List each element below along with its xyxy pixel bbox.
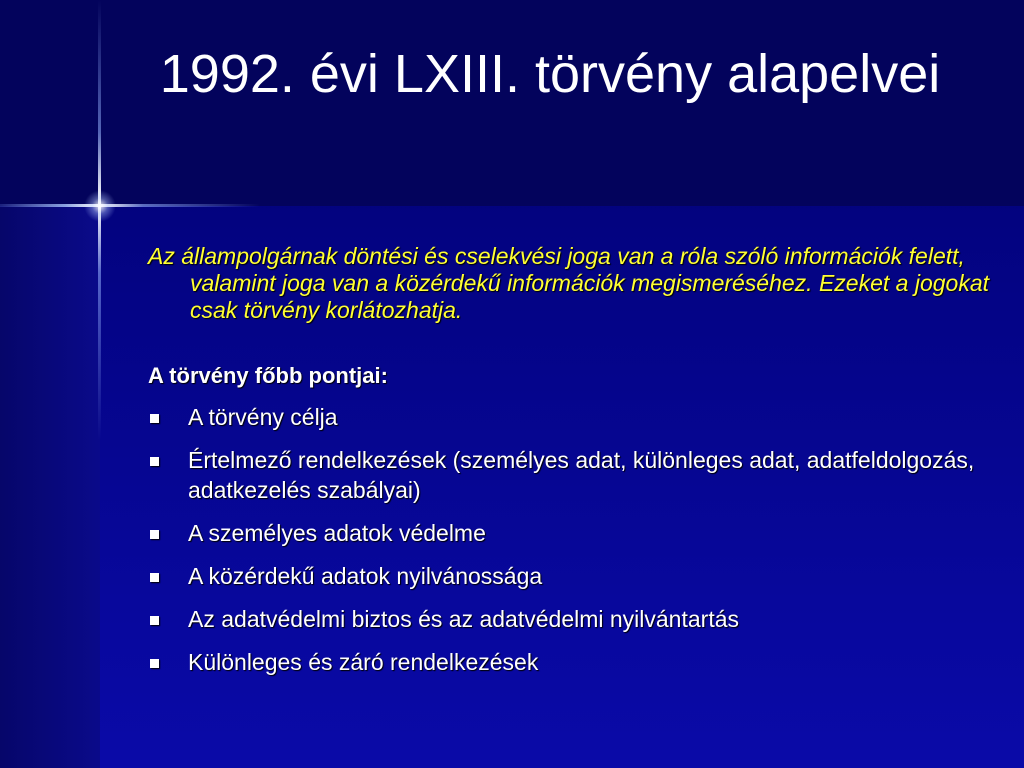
list-item — [148, 604, 998, 634]
left-band — [0, 206, 100, 768]
intro-paragraph: Az állampolgárnak döntési és cselekvési joga van a róla szóló információk felett, valamint joga van a közérdekű információk megismeréséhez. Ezeket a jogokat csak törvény korlátozhatja. — [148, 243, 990, 323]
square-bullet-icon — [150, 414, 159, 423]
sparkle-horizontal-ray — [0, 204, 260, 207]
list-item — [148, 518, 998, 548]
square-bullet-icon — [150, 659, 159, 668]
points-heading: A törvény főbb pontjai: — [148, 363, 388, 388]
list-item-text: Értelmező rendelkezések (személyes adat, különleges adat, adatfeldolgozás, adatkezelés szabályai) — [188, 447, 975, 503]
points-list — [148, 402, 998, 690]
list-item — [148, 402, 998, 432]
list-item — [148, 445, 998, 505]
square-bullet-icon — [150, 616, 159, 625]
sparkle-star-icon — [84, 190, 116, 222]
square-bullet-icon — [150, 457, 159, 466]
list-item-text: Az adatvédelmi biztos és az adatvédelmi nyilvántartás — [188, 606, 740, 632]
slide-title: 1992. évi LXIII. törvény alapelvei — [159, 44, 941, 104]
list-item-text: A személyes adatok védelme — [188, 520, 486, 546]
list-item-text: A közérdekű adatok nyilvánossága — [188, 563, 543, 589]
list-item-text: A törvény célja — [188, 404, 338, 430]
list-item — [148, 647, 998, 677]
square-bullet-icon — [150, 573, 159, 582]
square-bullet-icon — [150, 530, 159, 539]
list-item — [148, 561, 998, 591]
list-item-text: Különleges és záró rendelkezések — [188, 649, 539, 675]
